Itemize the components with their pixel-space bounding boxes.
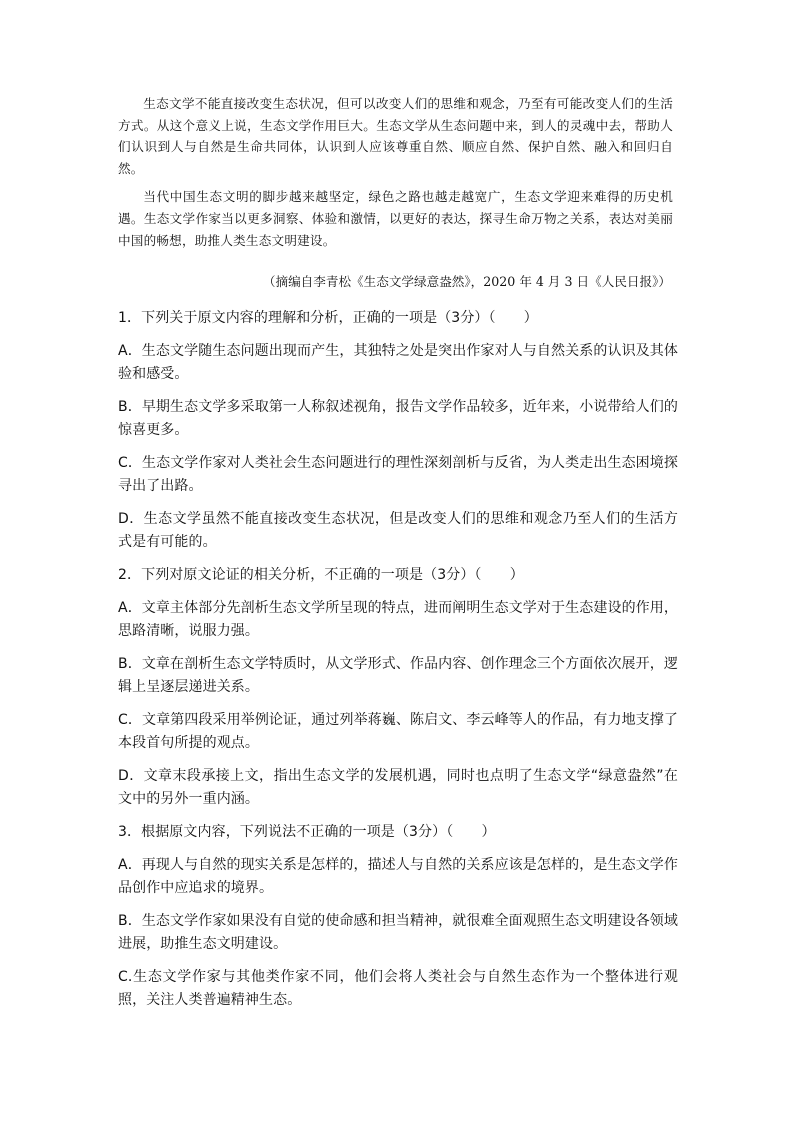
question-stem: 3．根据原文内容，下列说法不正确的一项是（3分）（ ） xyxy=(118,824,496,840)
option-c: C．生态文学作家对人类社会生态问题进行的理性深刻剖析与反省，为人类走出生态困境探寻出了出路。 xyxy=(118,455,678,494)
passage-paragraph: 生态文学不能直接改变生态状况，但可以改变人们的思维和观念，乃至有可能改变人们的生活方式。从这个意义上说，生态文学作用巨大。生态文学从生态问题中来，到人的灵魂中去，帮助人们认识到人与自然是生命共同体，认识到人应该尊重自然、顺应自然、保护自然、融入和回归自然。 xyxy=(118,96,673,176)
question-list xyxy=(118,307,678,1022)
option-a: A．文章主体部分先剖析生态文学所呈现的特点，进而阐明生态文学对于生态建设的作用，思路清晰，说服力强。 xyxy=(118,600,678,639)
question-stem: 1．下列关于原文内容的理解和分析，正确的一项是（3分）（ ） xyxy=(118,310,538,326)
question-stem: 2．下列对原文论证的相关分析，不正确的一项是（3分）（ ） xyxy=(118,567,524,583)
passage-excerpt xyxy=(118,93,673,258)
option-c: C．文章第四段采用举例论证，通过列举蒋巍、陈启文、李云峰等人的作品，有力地支撑了本段首句所提的观点。 xyxy=(118,712,678,751)
source-citation: （摘编自李青松《生态文学绿意盎然》，2020 年 4 月 3 日《人民日报》） xyxy=(262,274,671,289)
option-b: B．文章在剖析生态文学特质时，从文学形式、作品内容、创作理念三个方面依次展开，逻辑上呈逐层递进关系。 xyxy=(118,656,678,695)
question-1 xyxy=(118,307,678,554)
option-b: B．早期生态文学多采取第一人称叙述视角，报告文学作品较多，近年来，小说带给人们的惊喜更多。 xyxy=(118,399,678,438)
option-d: D．文章末段承接上文，指出生态文学的发展机遇，同时也点明了生态文学“绿意盎然”在文中的另外一重内涵。 xyxy=(118,768,678,807)
option-d: D．生态文学虽然不能直接改变生态状况，但是改变人们的思维和观念乃至人们的生活方式是有可能的。 xyxy=(118,511,678,550)
option-a: A．再现人与自然的现实关系是怎样的，描述人与自然的关系应该是怎样的，是生态文学作品创作中应追求的境界。 xyxy=(118,857,678,896)
question-3 xyxy=(118,821,678,1012)
option-c: C.生态文学作家与其他类作家不同，他们会将人类社会与自然生态作为一个整体进行观照，关注人类普遍精神生态。 xyxy=(118,969,678,1008)
option-b: B．生态文学作家如果没有自觉的使命感和担当精神，就很难全面观照生态文明建设各领域进展，助推生态文明建设。 xyxy=(118,913,678,952)
passage-paragraph: 当代中国生态文明的脚步越来越坚定，绿色之路也越走越宽广，生态文学迎来难得的历史机遇。生态文学作家当以更多洞察、体验和激情，以更好的表达，探寻生命万物之关系，表达对美丽中国的畅想，助推人类生态文明建设。 xyxy=(118,189,673,248)
question-2 xyxy=(118,564,678,811)
option-a: A．生态文学随生态问题出现而产生，其独特之处是突出作家对人与自然关系的认识及其体验和感受。 xyxy=(118,343,678,382)
